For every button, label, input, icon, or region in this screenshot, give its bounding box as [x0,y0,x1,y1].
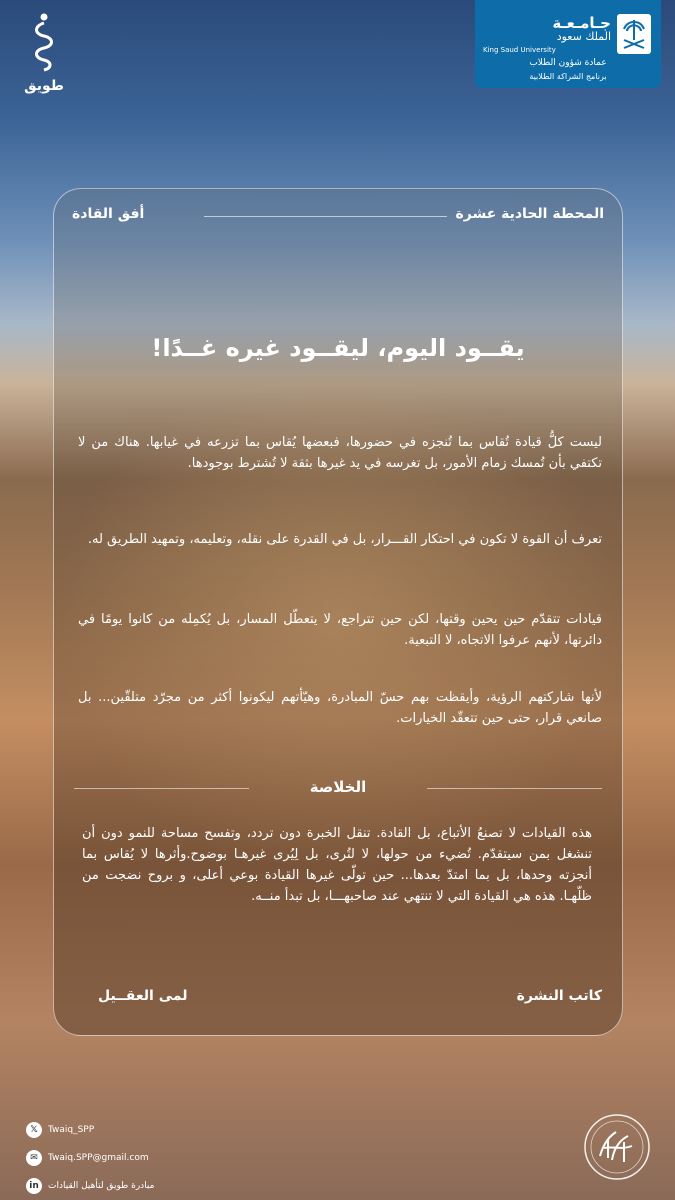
summary-text: هذه القيادات لا تصنعُ الأتباع، بل القادة. تنقل الخبرة دون تردد، وتفسح مساحة للنمو دون أن تنشغل بمن سيتقدّم. تُضيء من حولها، لا لتُرى، بل لِيُرى غيرهـا بوضوح.وأثرها لا يُقاس بما أنجزته وحدها، بل بما امتدّ بعدها... حين تولّى غيرها القيادة بوعي أعلى، و بروح نضجت من ظلّهـا. هذه هي القيادة التي لا تنتهي عند صاحبهـــا، بل تبدأ منــه. [82,826,592,904]
university-logo [475,0,661,88]
palm-swords-icon [617,14,651,54]
x-handle[interactable]: Twaiq_SPP [48,1125,95,1135]
university-name-line2: الملك سعود [556,30,611,43]
university-name-en: King Saud University [483,46,556,54]
byline-label: كاتب النشرة [516,988,602,1004]
university-name-line1: جـامـعـة [552,14,611,32]
paragraph-1: ليست كلُّ قيادة تُقاس بما تُنجزه في حضورها، فبعضها يُقاس بما تزرعه في غيابها. هناك من لا تكتفي بأن تُمسك زمام الأمور، بل تغرسه في يد غيرها بثقة لا تُشترط بوجودها. [78,435,602,471]
header-divider [204,216,447,217]
twaiq-emblem-icon [28,12,60,74]
series-label: أفق القادة [72,206,145,222]
twaiq-wordmark: طويق [24,78,64,94]
contact-x[interactable] [26,1116,154,1144]
program-label: برنامج الشراكة الطلابية [529,72,607,81]
contact-linkedin[interactable] [26,1172,154,1200]
contact-list [26,1116,154,1200]
author-name: لمى العقــيل [98,988,188,1004]
deanship-label: عمادة شؤون الطلاب [529,58,607,68]
linkedin-name[interactable]: مبادرة طويق لتأهيل القيادات [48,1181,155,1191]
summary-divider-left [74,788,249,789]
summary-heading [74,778,602,798]
twaiq-logo [22,12,66,94]
newsletter-card [53,188,623,1036]
paragraph-2: تعرف أن القوة لا تكون في احتكار القـــرار، بل في القدرة على نقله، وتعليمه، وتمهيد الطريق له. [87,532,602,547]
headline: يقــود اليوم، ليقــود غيره غــدًا! [151,334,525,362]
linkedin-icon: in [26,1178,42,1194]
calligraphy-seal-icon [582,1112,652,1182]
contact-email[interactable] [26,1144,154,1172]
email-address[interactable]: Twaiq.SPP@gmail.com [48,1153,149,1163]
paragraph-4: لأنها شاركتهم الرؤية، وأيقظت بهم حسّ المبادرة، وهيّأتهم ليكونوا أكثر من مجرّد متلقّين... بل صانعي قرار، حتى حين تتعقّد الخيارات. [78,690,602,726]
mail-icon: ✉ [26,1150,42,1166]
station-label: المحطة الحادية عشرة [455,206,604,222]
paragraph-3: قيادات تتقدّم حين يحين وقتها، لكن حين تتراجع، لا يتعطّل المسار، بل يُكمِله من كانوا يومًا في دائرتها، لأنهم عرفوا الاتجاه، لا التبعية. [78,612,602,648]
summary-title: الخلاصة [309,778,367,796]
x-icon: 𝕏 [26,1122,42,1138]
